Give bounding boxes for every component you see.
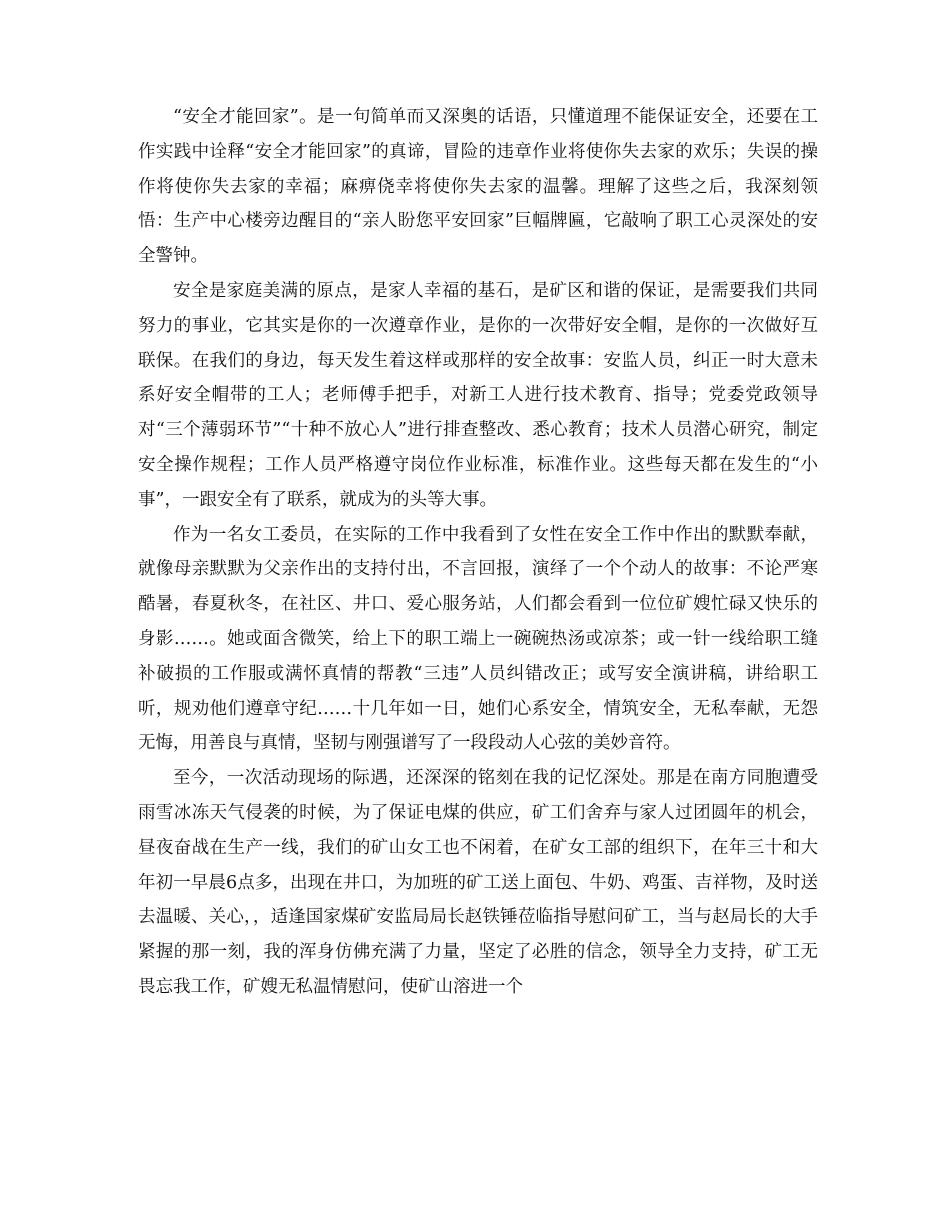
paragraph-3: 作为一名女工委员，在实际的工作中我看到了女性在安全工作中作出的默默奉献，就像母亲默默为父亲作出的支持付出，不言回报，演绎了一个个动人的故事：不论严寒酷暑，春夏秋冬，在社区、井口、爱心服务站，人们都会看到一位位矿嫂忙碌又快乐的身影……。她或面含微笑，给上下的职工端上一碗碗热汤或凉茶；或一针一线给职工缝补破损的工作服或满怀真情的帮教“三违”人员纠错改正；或写安全演讲稿，讲给职工听，规劝他们遵章守纪……十几年如一日，她们心系安全，情筑安全，无私奉献，无怨无悔，用善良与真情，坚韧与刚强谱写了一段段动人心弦的美妙音符。 [138,524,818,754]
paragraph-4: 至今，一次活动现场的际遇，还深深的铭刻在我的记忆深处。那是在南方同胞遭受雨雪冰冻天气侵袭的时候，为了保证电煤的供应，矿工们舍弃与家人过团圆年的机会，昼夜奋战在生产一线，我们的矿山女工也不闲着，在矿女工部的组织下，在年三十和大年初一早晨6点多，出现在井口，为加班的矿工送上面包、牛奶、鸡蛋、吉祥物，及时送去温暖、关心，，适逢国家煤矿安监局局长赵铁锤莅临指导慰问矿工，当与赵局长的大手紧握的那一刻，我的浑身仿佛充满了力量，坚定了必胜的信念，领导全力支持，矿工无畏忘我工作，矿嫂无私温情慰问，使矿山溶进一个 [138,768,818,997]
paragraph-2: 安全是家庭美满的原点，是家人幸福的基石，是矿区和谐的保证，是需要我们共同努力的事业，它其实是你的一次遵章作业，是你的一次带好安全帽，是你的一次做好互联保。在我们的身边，每天发生着这样或那样的安全故事：安监人员，纠正一时大意未系好安全帽带的工人；老师傅手把手，对新工人进行技术教育、指导；党委党政领导对“三个薄弱环节”“十种不放心人”进行排查整改、悉心教育；技术人员潜心研究，制定安全操作规程；工作人员严格遵守岗位作业标准，标准作业。这些每天都在发生的“小事”，一跟安全有了联系，就成为的头等大事。 [138,280,818,510]
paragraph-1: “安全才能回家”。是一句简单而又深奥的话语，只懂道理不能保证安全，还要在工作实践中诠释“安全才能回家”的真谛，冒险的违章作业将使你失去家的欢乐；失误的操作将使你失去家的幸福；麻痹侥幸将使你失去家的温馨。理解了这些之后，我深刻领悟：生产中心楼旁边醒目的“亲人盼您平安回家”巨幅牌匾，它敲响了职工心灵深处的安全警钟。 [138,107,818,267]
document-body [138,100,818,1005]
